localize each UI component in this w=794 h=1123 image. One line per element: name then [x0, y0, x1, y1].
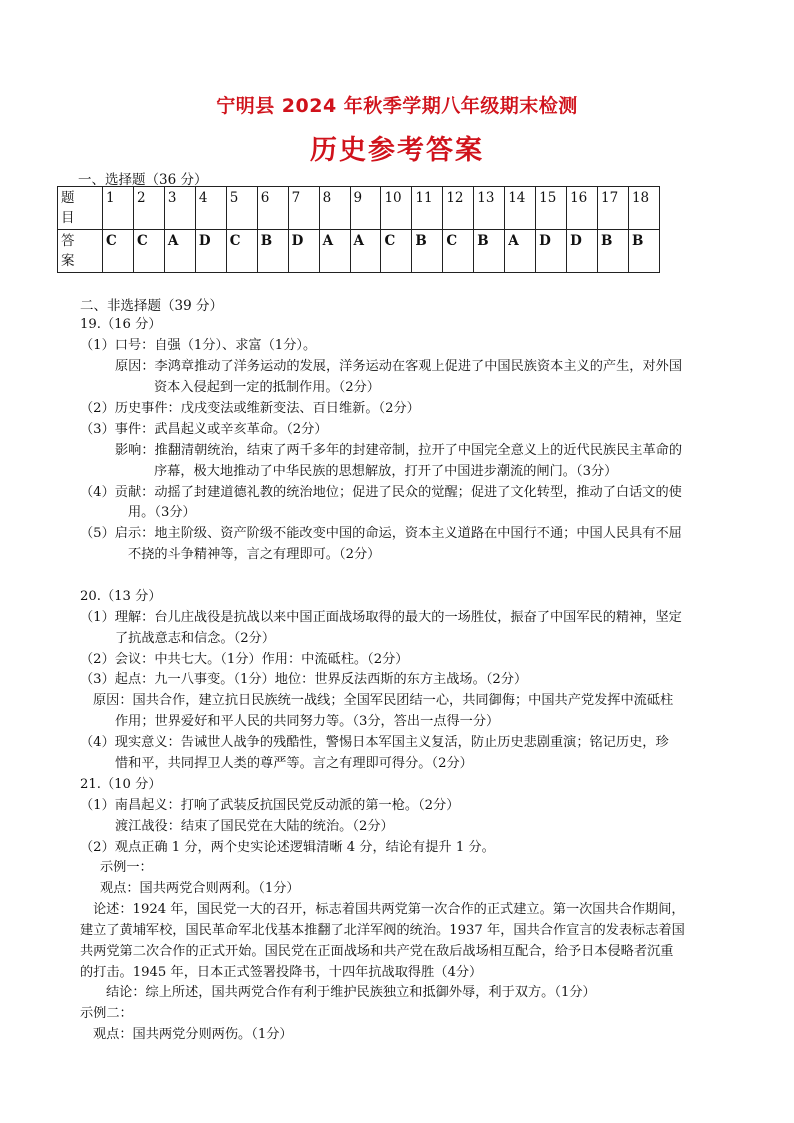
answer-line: （4）现实意义：告诫世人战争的残酷性，警惕日本军国主义复活，防止历史悲剧重演；铭记历史，珍 [80, 735, 669, 750]
question-label-cell: 题 目 [58, 187, 103, 230]
answer-line: 建立了黄埔军校，国民革命军北伐基本推翻了北洋军阀的统治。1937 年，国共合作宣言的发表标志着国 [80, 923, 685, 938]
answer-cell: C [103, 230, 134, 273]
answer-cell: C [443, 230, 474, 273]
answer-cell: D [536, 230, 567, 273]
section2-heading: 二、非选择题（39 分） [80, 298, 223, 314]
answer-line: （2）历史事件：戊戌变法或维新变法、百日维新。（2分） [80, 401, 420, 416]
answer-line: （3）事件：武昌起义或辛亥革命。（2分） [80, 422, 328, 437]
answer-cell: D [288, 230, 319, 273]
question-number: 2 [133, 187, 164, 230]
section1-heading: 一、选择题（36 分） [78, 172, 208, 188]
answer-line: （1）口号：自强（1分）、求富（1分）。 [80, 338, 317, 353]
answer-line: 作用；世界爱好和平人民的共同努力等。（3分，答出一点得一分） [115, 714, 500, 729]
example-label: 示例一： [100, 860, 153, 875]
question-number: 12 [443, 187, 474, 230]
answer-cell: A [350, 230, 381, 273]
answer-line: 结论：综上所述，国共两党合作有利于维护民族独立和抵御外辱，利于双方。（1分） [106, 985, 596, 1000]
answer-line: （2）会议：中共七大。（1分）作用：中流砥柱。（2分） [80, 652, 409, 667]
answer-line: 原因：李鸿章推动了洋务运动的发展，洋务运动在客观上促进了中国民族资本主义的产生，对外国 [115, 359, 683, 374]
answer-table [57, 186, 660, 273]
exam-title: 宁明县 2024 年秋季学期八年级期末检测 [216, 95, 578, 117]
answer-row [58, 230, 660, 273]
question-number: 10 [381, 187, 412, 230]
question-number: 4 [195, 187, 226, 230]
question-heading: 19.（16 分） [80, 317, 162, 332]
answer-cell: B [412, 230, 443, 273]
question-heading: 21.（10 分） [80, 777, 162, 792]
answer-line: （1）南昌起义：打响了武装反抗国民党反动派的第一枪。（2分） [80, 798, 460, 813]
example-label: 示例二： [80, 1006, 133, 1021]
question-number: 16 [567, 187, 598, 230]
answer-line: 论述：1924 年，国民党一大的召开，标志着国共两党第一次合作的正式建立。第一次国共合作期间， [93, 902, 685, 917]
answer-line: （3）起点：九一八事变。（1分）地位：世界反法西斯的东方主战场。（2分） [80, 672, 528, 687]
answer-line: 原因：国共合作，建立抗日民族统一战线；全国军民团结一心，共同御侮；中国共产党发挥中流砥柱 [93, 693, 674, 708]
question-number: 13 [474, 187, 505, 230]
answer-line: 观点：国共两党合则两利。（1分） [100, 881, 300, 896]
answer-cell: A [164, 230, 195, 273]
question-number: 15 [536, 187, 567, 230]
question-number: 6 [257, 187, 288, 230]
answer-cell: A [319, 230, 350, 273]
question-number: 11 [412, 187, 443, 230]
question-number: 8 [319, 187, 350, 230]
answer-line: （1）理解：台儿庄战役是抗战以来中国正面战场取得的最大的一场胜仗，振奋了中国军民的精神，坚定 [80, 610, 682, 625]
answer-line: 渡江战役：结束了国民党在大陆的统治。（2分） [115, 819, 394, 834]
answer-cell: B [628, 230, 659, 273]
answer-line: （4）贡献：动摇了封建道德礼教的统治地位；促进了民众的觉醒；促进了文化转型，推动了白话文的使 [80, 485, 682, 500]
answer-line: 共两党第二次合作的正式开始。国民党在正面战场和共产党在敌后战场相互配合，给予日本侵略者沉重 [80, 944, 674, 959]
answer-line: 惜和平，共同捍卫人类的尊严等。言之有理即可得分。（2分） [115, 756, 473, 771]
answer-line: （2）观点正确 1 分，两个史实论述逻辑清晰 4 分，结论有提升 1 分。 [80, 840, 495, 855]
answer-line: 了抗战意志和信念。（2分） [115, 631, 276, 646]
answer-cell: C [381, 230, 412, 273]
question-number: 14 [505, 187, 536, 230]
answer-cell: B [598, 230, 629, 273]
answer-label-cell: 答 案 [58, 230, 103, 273]
answer-cell: D [567, 230, 598, 273]
question-number: 7 [288, 187, 319, 230]
answer-key-title: 历史参考答案 [310, 135, 484, 166]
answer-cell: B [474, 230, 505, 273]
answer-cell: C [133, 230, 164, 273]
question-heading: 20.（13 分） [80, 589, 162, 604]
answer-cell: C [226, 230, 257, 273]
question-number: 9 [350, 187, 381, 230]
answer-cell: B [257, 230, 288, 273]
question-number: 17 [598, 187, 629, 230]
question-number: 18 [628, 187, 659, 230]
answer-line: 序幕，极大地推动了中华民族的思想解放，打开了中国进步潮流的闸门。（3分） [154, 464, 618, 479]
question-number: 3 [164, 187, 195, 230]
question-number: 5 [226, 187, 257, 230]
answer-line: 观点：国共两党分则两伤。（1分） [93, 1027, 293, 1042]
question-number: 1 [103, 187, 134, 230]
answer-line: 资本入侵起到一定的抵制作用。（2分） [154, 380, 380, 395]
answer-line: 的打击。1945 年，日本正式签署投降书，十四年抗战取得胜（4分） [80, 965, 483, 980]
answer-cell: D [195, 230, 226, 273]
answer-line: 用。（3分） [128, 505, 196, 520]
answer-cell: A [505, 230, 536, 273]
question-number-row [58, 187, 660, 230]
answer-line: 影响：推翻清朝统治，结束了两千多年的封建帝制，拉开了中国完全意义上的近代民族民主革命的 [115, 443, 683, 458]
answer-line: （5）启示：地主阶级、资产阶级不能改变中国的命运，资本主义道路在中国行不通；中国人民具有不屈 [80, 526, 682, 541]
answer-line: 不挠的斗争精神等，言之有理即可。（2分） [128, 547, 381, 562]
